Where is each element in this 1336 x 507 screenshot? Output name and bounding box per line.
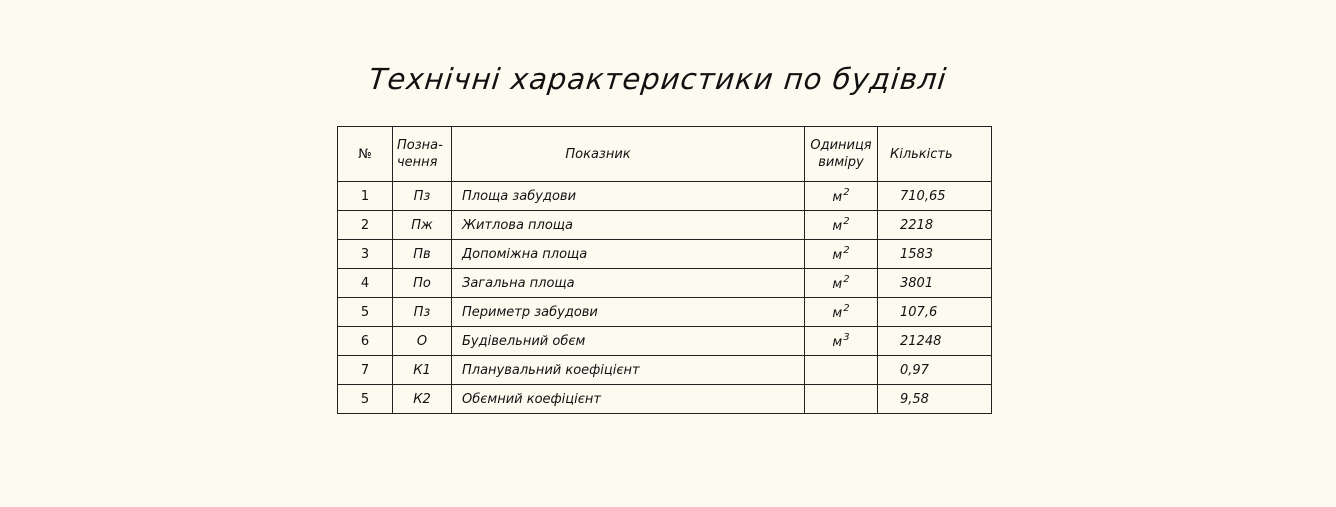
- row-unit: [805, 298, 878, 327]
- row-qty: 1583: [878, 240, 992, 269]
- unit-exponent: 2: [843, 303, 850, 314]
- row-unit: [805, 327, 878, 356]
- row-unit: [805, 356, 878, 385]
- row-name: Будівельний обєм: [452, 327, 805, 356]
- unit-exponent: 3: [843, 332, 850, 343]
- header-code: [393, 127, 452, 182]
- table-row: [338, 356, 992, 385]
- row-qty: 21248: [878, 327, 992, 356]
- row-num: 7: [338, 356, 393, 385]
- table-header-row: [338, 127, 992, 182]
- row-code: Пз: [393, 298, 452, 327]
- unit-exponent: 2: [843, 216, 850, 227]
- row-num: 5: [338, 298, 393, 327]
- row-qty: 9,58: [878, 385, 992, 414]
- row-code: К2: [393, 385, 452, 414]
- table-row: [338, 182, 992, 211]
- table-row: [338, 385, 992, 414]
- row-num: 6: [338, 327, 393, 356]
- unit-base: м: [832, 248, 843, 263]
- specs-table: [337, 126, 992, 414]
- row-qty: 107,6: [878, 298, 992, 327]
- unit-exponent: 2: [843, 274, 850, 285]
- row-num: 5: [338, 385, 393, 414]
- unit-base: м: [832, 219, 843, 234]
- unit-base: м: [832, 190, 843, 205]
- row-num: 1: [338, 182, 393, 211]
- row-num: 2: [338, 211, 393, 240]
- row-unit: [805, 211, 878, 240]
- row-unit: [805, 385, 878, 414]
- row-name: Житлова площа: [452, 211, 805, 240]
- header-num: №: [338, 127, 393, 182]
- row-name: Площа забудови: [452, 182, 805, 211]
- table-row: [338, 211, 992, 240]
- table-row: [338, 298, 992, 327]
- row-code: О: [393, 327, 452, 356]
- row-unit: [805, 240, 878, 269]
- header-unit-line1: Одиниця: [810, 138, 872, 153]
- row-qty: 2218: [878, 211, 992, 240]
- row-num: 3: [338, 240, 393, 269]
- row-code: Пж: [393, 211, 452, 240]
- row-name: Обємний коефіцієнт: [452, 385, 805, 414]
- row-qty: 3801: [878, 269, 992, 298]
- unit-exponent: 2: [843, 187, 850, 198]
- row-code: Пв: [393, 240, 452, 269]
- header-unit: [805, 127, 878, 182]
- header-qty: Кількість: [878, 127, 992, 182]
- unit-base: м: [832, 306, 843, 321]
- row-unit: [805, 182, 878, 211]
- row-name: Загальна площа: [452, 269, 805, 298]
- row-code: К1: [393, 356, 452, 385]
- row-code: По: [393, 269, 452, 298]
- unit-base: м: [832, 277, 843, 292]
- table-row: [338, 240, 992, 269]
- row-name: Планувальний коефіцієнт: [452, 356, 805, 385]
- page-title: Технічні характеристики по будівлі: [367, 62, 949, 96]
- header-unit-line2: виміру: [818, 155, 864, 170]
- table-row: [338, 269, 992, 298]
- row-code: Пз: [393, 182, 452, 211]
- unit-exponent: 2: [843, 245, 850, 256]
- table-row: [338, 327, 992, 356]
- row-name: Допоміжна площа: [452, 240, 805, 269]
- header-code-line2: чення: [397, 155, 438, 170]
- header-code-line1: Позна-: [397, 138, 443, 153]
- row-qty: 0,97: [878, 356, 992, 385]
- row-num: 4: [338, 269, 393, 298]
- row-unit: [805, 269, 878, 298]
- header-name: Показник: [452, 127, 805, 182]
- row-qty: 710,65: [878, 182, 992, 211]
- row-name: Периметр забудови: [452, 298, 805, 327]
- unit-base: м: [832, 335, 843, 350]
